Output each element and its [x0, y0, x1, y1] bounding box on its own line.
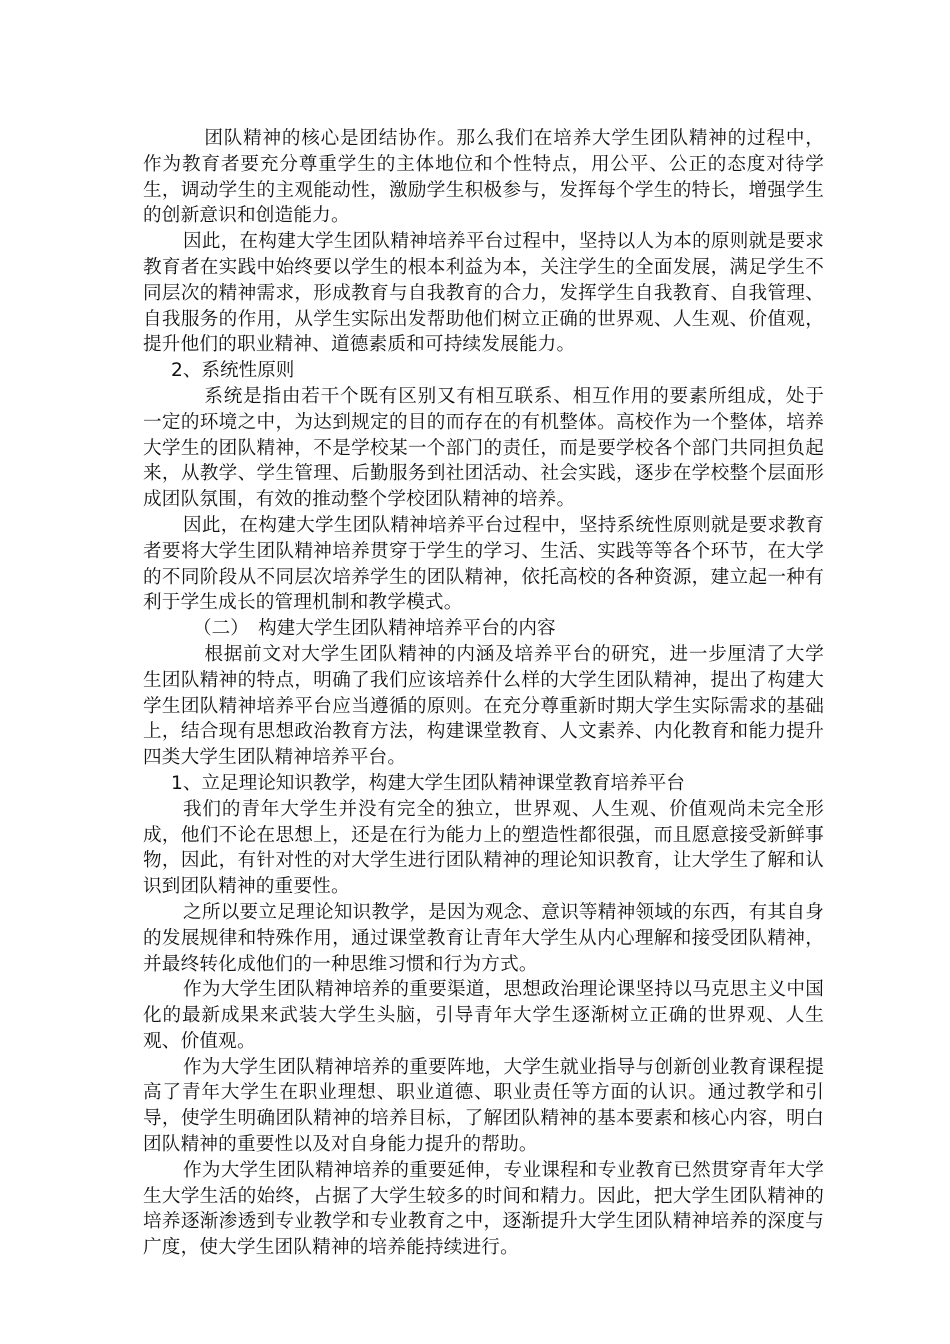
paragraph-political-course: 作为大学生团队精神培养的重要渠道，思想政治理论课坚持以马克思主义中国化的最新成果来武装大学生头脑，引导青年大学生逐渐树立正确的世界观、人生观、价值观。 — [143, 979, 824, 1052]
paragraph-systematic-application: 因此，在构建大学生团队精神培养平台过程中，坚持系统性原则就是要求教育者要将大学生团队精神培养贯穿于学生的学习、生活、实践等等各个环节，在大学的不同阶段从不同层次培养学生的团队精神，依托高校的各种资源，建立起一种有利于学生成长的管理机制和教学模式。 — [143, 514, 824, 614]
heading-platform-content: （二） 构建大学生团队精神培养平台的内容 — [193, 618, 556, 640]
paragraph-people-oriented: 因此，在构建大学生团队精神培养平台过程中，坚持以人为本的原则就是要求教育者在实践中始终要以学生的根本利益为本，关注学生的全面发展，满足学生不同层次的精神需求，形成教育与自我教育的合力，发挥学生自我教育、自我管理、自我服务的作用，从学生实际出发帮助他们树立正确的世界观、人生观、价值观，提升他们的职业精神、道德素质和可持续发展能力。 — [143, 231, 824, 356]
paragraph-career-guidance: 作为大学生团队精神培养的重要阵地，大学生就业指导与创新创业教育课程提高了青年大学生在职业理想、职业道德、职业责任等方面的认识。通过教学和引导，使学生明确团队精神的培养目标，了解团队精神的基本要素和核心内容，明白团队精神的重要性以及对自身能力提升的帮助。 — [143, 1056, 824, 1156]
document-body — [143, 126, 824, 1261]
paragraph-theory-teaching: 之所以要立足理论知识教学，是因为观念、意识等精神领域的东西，有其自身的发展规律和特殊作用，通过课堂教育让青年大学生从内心理解和接受团队精神，并最终转化成他们的一种思维习惯和行为方式。 — [143, 901, 824, 975]
paragraph-system-definition: 系统是指由若干个既有区别又有相互联系、相互作用的要素所组成，处于一定的环境之中，为达到规定的目的而存在的有机整体。高校作为一个整体，培养大学生的团队精神，不是学校某一个部门的责任，而是要学校各个部门共同担负起来，从教学、学生管理、后勤服务到社团活动、社会实践，逐步在学校整个层面形成团队氛围，有效的推动整个学校团队精神的培养。 — [143, 385, 824, 511]
paragraph-team-spirit-core: 团队精神的核心是团结协作。那么我们在培养大学生团队精神的过程中，作为教育者要充分尊重学生的主体地位和个性特点，用公平、公正的态度对待学生，调动学生的主观能动性，激励学生积极参与，发挥每个学生的特长，增强学生的创新意识和创造能力。 — [143, 128, 824, 227]
paragraph-platform-overview: 根据前文对大学生团队精神的内涵及培养平台的研究，进一步厘清了大学生团队精神的特点，明确了我们应该培养什么样的大学生团队精神，提出了构建大学生团队精神培养平台应当遵循的原则。在充分尊重新时期大学生实际需求的基础上，结合现有思想政治教育方法，构建课堂教育、人文素养、内化教育和能力提升四类大学生团队精神培养平台。 — [143, 643, 824, 769]
heading-systematic-principle: 2、系统性原则 — [171, 360, 295, 382]
paragraph-young-students: 我们的青年大学生并没有完全的独立，世界观、人生观、价值观尚未完全形成，他们不论在思想上，还是在行为能力上的塑造性都很强，而且愿意接受新鲜事物，因此，有针对性的对大学生进行团队精神的理论知识教育，让大学生了解和认识到团队精神的重要性。 — [143, 798, 824, 898]
paragraph-professional-courses: 作为大学生团队精神培养的重要延伸，专业课程和专业教育已然贯穿青年大学生大学生活的始终，占据了大学生较多的时间和精力。因此，把大学生团队精神的培养逐渐渗透到专业教学和专业教育之中，逐渐提升大学生团队精神培养的深度与广度，使大学生团队精神的培养能持续进行。 — [143, 1159, 824, 1259]
heading-classroom-platform: 1、立足理论知识教学，构建大学生团队精神课堂教育培养平台 — [171, 772, 685, 794]
